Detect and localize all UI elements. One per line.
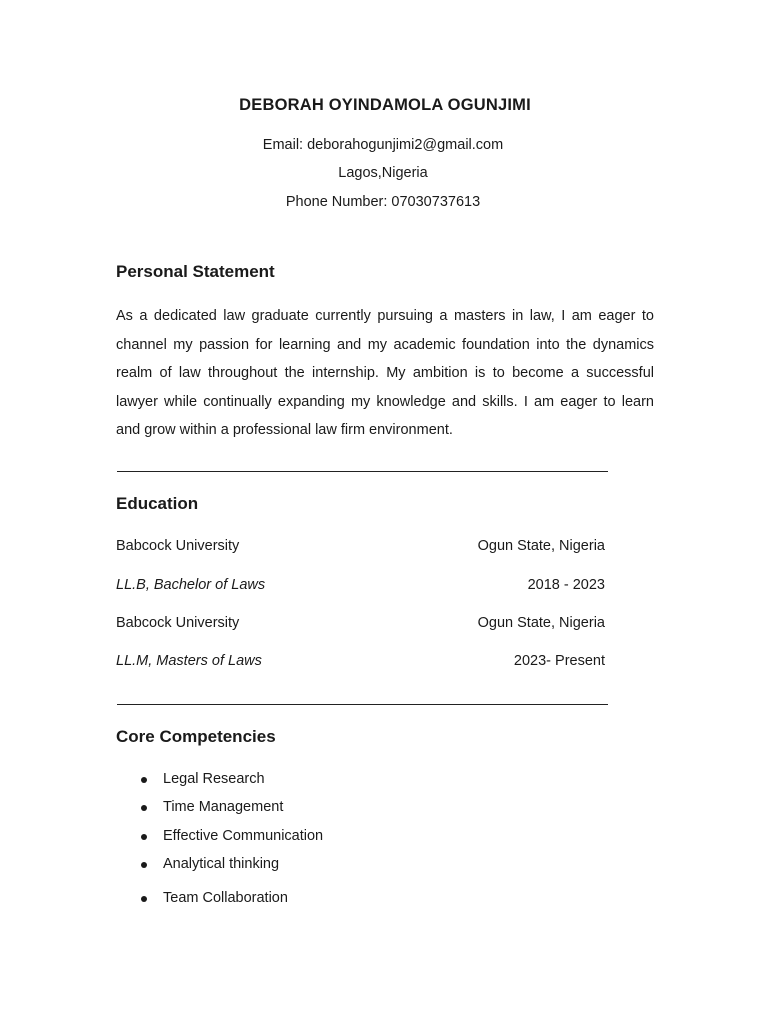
competency-label: Legal Research [163,771,265,787]
section-divider [117,704,608,705]
list-item [137,890,323,918]
education-row-degree [116,577,605,593]
school-location: Ogun State, Nigeria [477,615,605,631]
education-heading: Education [116,494,199,513]
phone-line: Phone Number: 07030737613 [285,194,481,210]
degree-dates: 2018 - 2023 [527,577,605,593]
competencies-list [137,771,323,918]
competency-label: Team Collaboration [163,890,288,907]
email-line: Email: deborahogunjimi2@gmail.com [262,137,504,153]
education-row-school [116,615,605,631]
education-row-degree [116,653,605,669]
list-item [137,799,323,827]
bullet-icon [141,777,147,783]
personal-statement-heading: Personal Statement [116,262,275,281]
list-item [137,771,323,799]
location-line: Lagos,Nigeria [338,165,428,181]
school-name: Babcock University [116,615,240,631]
bullet-icon [141,834,147,840]
bullet-icon [141,896,147,902]
competency-label: Time Management [163,799,284,816]
list-item [137,828,323,856]
competency-label: Effective Communication [163,827,324,844]
degree-name: LL.M, Masters of Laws [116,653,262,669]
core-competencies-heading: Core Competencies [116,727,276,746]
section-divider [117,471,608,472]
competency-label: Analytical thinking [163,855,280,872]
candidate-name: DEBORAH OYINDAMOLA OGUNJIMI [239,96,531,114]
bullet-icon [141,805,147,811]
school-name: Babcock University [116,538,240,554]
degree-name: LL.B, Bachelor of Laws [116,577,266,593]
bullet-icon [141,862,147,868]
education-row-school [116,538,605,554]
personal-statement-text: As a dedicated law graduate currently pursuing a masters in law, I am eager to channel my passion for learning and my academic foundation into the dynamics realm of law throughout the internship. My ambition is to become a successful lawyer while continually expanding my knowledge and skills. I am eager to learn and grow within a professional law firm environment. [116,308,654,438]
list-item [137,856,323,884]
degree-dates: 2023- Present [513,653,605,669]
school-location: Ogun State, Nigeria [477,538,605,554]
